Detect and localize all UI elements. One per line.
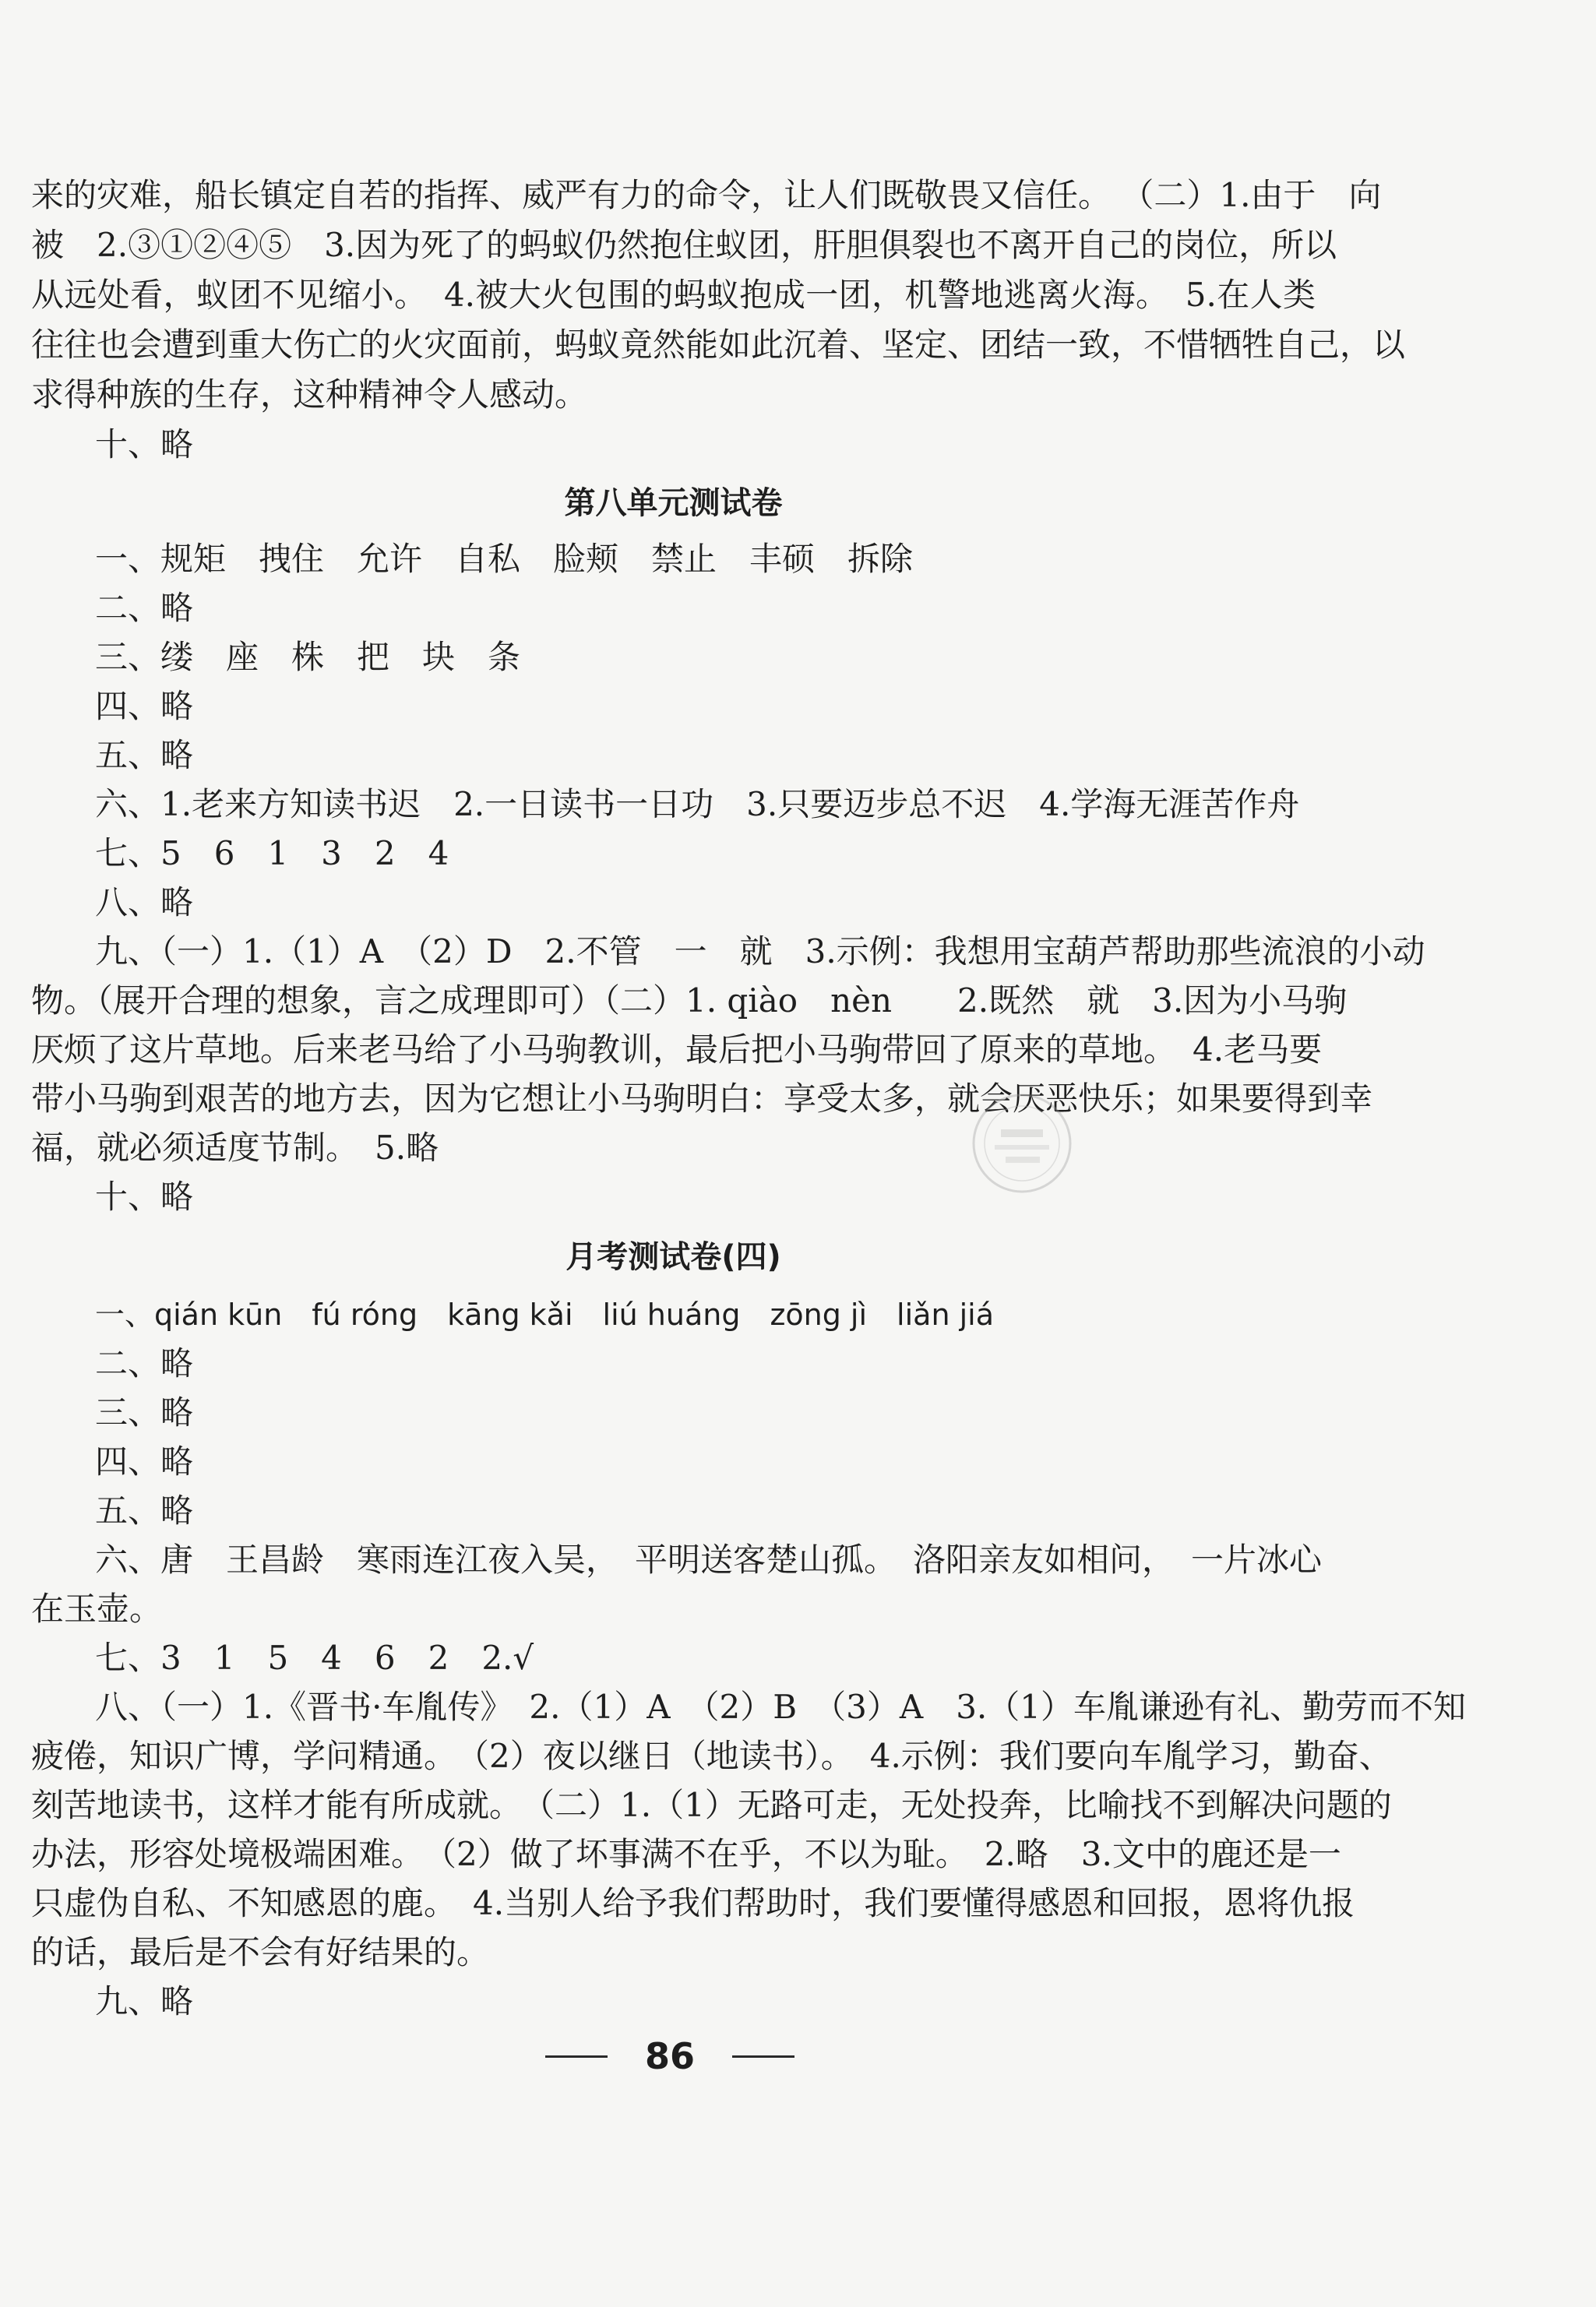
- text-line: 刻苦地读书，这样才能有所成就。 （二）1.（1）无路可走，无处投奔，比喻找不到解决问题的: [31, 1786, 1392, 1824]
- text-line: 十、略: [95, 425, 194, 463]
- text-line: 来的灾难，船长镇定自若的指挥、威严有力的命令，让人们既敬畏又信任。 （二）1.由于 向: [31, 176, 1382, 214]
- text-line: 八、略: [95, 883, 194, 921]
- pinyin-line: 一、qián kūn fú róng kāng kǎi liú huáng zōng jì liǎn jiá: [95, 1298, 995, 1332]
- footer-rule-left: [545, 2055, 608, 2058]
- text-line: 只虚伪自私、不知感恩的鹿。 4.当别人给予我们帮助时，我们要懂得感恩和回报，恩将仇报: [31, 1884, 1355, 1922]
- text-line: 在玉壶。: [31, 1590, 163, 1628]
- text-line: 疲倦，知识广博，学问精通。 （2）夜以继日（地读书）。 4.示例：我们要向车胤学习，勤奋、: [31, 1737, 1392, 1775]
- text-line: 求得种族的生存，这种精神令人感动。: [31, 375, 588, 414]
- homework-stamp-icon: [954, 1083, 1090, 1203]
- text-line: 三、略: [95, 1393, 194, 1432]
- text-line: 五、略: [95, 736, 194, 774]
- text-line: 八、（一）1.《晋书·车胤传》 2.（1）A （2）B （3）A 3.（1）车胤谦逊有礼、勤劳而不知: [95, 1688, 1466, 1726]
- text-line: 三、缕 座 株 把 块 条: [95, 638, 521, 676]
- text-line: 五、略: [95, 1492, 194, 1530]
- text-line: 厌烦了这片草地。后来老马给了小马驹教训，最后把小马驹带回了原来的草地。 4.老马要: [31, 1030, 1323, 1069]
- page-number: 86: [644, 2035, 695, 2077]
- text-line: 办法，形容处境极端困难。 （2）做了坏事满不在乎，不以为耻。 2.略 3.文中的鹿还是一: [31, 1835, 1341, 1873]
- section-title: 第八单元测试卷: [564, 485, 783, 521]
- text-line: 从远处看，蚁团不见缩小。 4.被大火包围的蚂蚁抱成一团，机警地逃离火海。 5.在人类: [31, 276, 1316, 314]
- text-line: 二、略: [95, 1344, 194, 1382]
- text-line: 七、3 1 5 4 6 2 2.√: [95, 1639, 534, 1677]
- footer-rule-right: [732, 2055, 794, 2058]
- text-line: 二、略: [95, 589, 194, 627]
- text-line: 福，就必须适度节制。 5.略: [31, 1129, 439, 1167]
- text-line: 往往也会遭到重大伤亡的火灾面前，蚂蚁竟然能如此沉着、坚定、团结一致，不惜牺牲自己，以: [31, 326, 1406, 364]
- text-line: 四、略: [95, 687, 194, 725]
- text-line: 六、1.老来方知读书迟 2.一日读书一日功 3.只要迈步总不迟 4.学海无涯苦作舟: [95, 785, 1300, 823]
- text-line: 带小马驹到艰苦的地方去，因为它想让小马驹明白：享受太多，就会厌恶快乐；如果要得到幸: [31, 1080, 1373, 1118]
- text-line: 九、略: [95, 1982, 194, 2020]
- text-line: 九、（一）1.（1）A （2）D 2.不管 一 就 3.示例：我想用宝葫芦帮助那些流浪的小动: [95, 932, 1425, 970]
- page-footer: [545, 2033, 794, 2080]
- text-line: 六、唐 王昌龄 寒雨连江夜入吴， 平明送客楚山孤。 洛阳亲友如相问， 一片冰心: [95, 1541, 1323, 1579]
- text-line: 十、略: [95, 1178, 194, 1216]
- text-line: 的话，最后是不会有好结果的。: [31, 1933, 490, 1971]
- text-line: 一、规矩 拽住 允许 自私 脸颊 禁止 丰硕 拆除: [95, 540, 914, 578]
- text-line: 四、略: [95, 1442, 194, 1481]
- text-line: 七、5 6 1 3 2 4: [95, 834, 449, 872]
- section-title: 月考测试卷(四): [565, 1239, 781, 1275]
- text-line: 物。（展开合理的想象，言之成理即可）（二）1. qiào nèn 2.既然 就 3.因为小马驹: [31, 981, 1348, 1020]
- text-line: 被 2.③①②④⑤ 3.因为死了的蚂蚁仍然抱住蚁团，肝胆俱裂也不离开自己的岗位，所以: [31, 226, 1337, 264]
